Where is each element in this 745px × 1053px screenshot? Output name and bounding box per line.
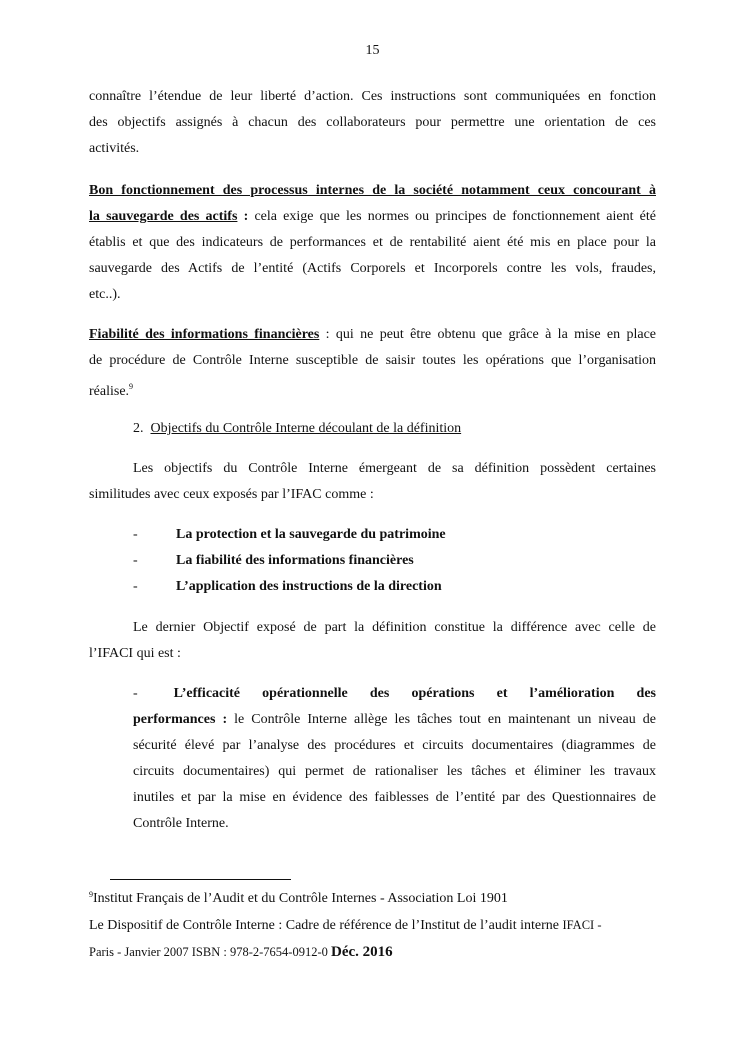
text-line: similitudes avec ceux exposés par l’IFAC comme :	[89, 487, 374, 502]
footnote-separator	[110, 879, 291, 880]
text-line: des objectifs assignés à chacun des collaborateurs pour permettre une orientation de ces	[89, 115, 656, 130]
text-line: l’IFACI qui est :	[89, 646, 181, 661]
text-line	[133, 681, 656, 707]
list-item	[133, 574, 446, 600]
paragraph-assets-safeguard	[89, 178, 656, 308]
paragraph-financial-reliability	[89, 322, 656, 405]
footnote-line	[89, 939, 669, 966]
text-fragment: le Contrôle Interne allège les tâches tout en maintenant un niveau de	[227, 712, 657, 727]
text-line: Le dernier Objectif exposé de part la définition constitue la différence avec celle de	[133, 620, 656, 635]
list-item	[133, 522, 446, 548]
footnote-line	[89, 882, 669, 912]
bold-heading: L’efficacité opérationnelle des opérations et l’amélioration des	[173, 686, 656, 701]
text-line	[89, 204, 656, 230]
text-fragment: cela exige que les normes ou principes de fonctionnement aient été	[248, 209, 656, 224]
text-line: de procédure de Contrôle Interne susceptible de saisir toutes les opérations que l’organisation	[89, 353, 656, 368]
text-line: connaître l’étendue de leur liberté d’action. Ces instructions sont communiquées en fonction	[89, 89, 656, 104]
text-line: circuits documentaires) qui permet de rationaliser les tâches et éliminer les travaux	[133, 764, 656, 779]
text-line: etc..).	[89, 287, 121, 302]
list-dash: -	[133, 579, 138, 594]
text-line	[133, 707, 656, 733]
list-item	[133, 548, 446, 574]
objectives-list	[133, 522, 446, 600]
text-fragment: réalise.	[89, 384, 130, 399]
text-line	[89, 374, 656, 405]
list-dash: -	[133, 686, 138, 701]
footnote-text: Institut Français de l’Audit et du Contrôle Internes - Association Loi 1901	[93, 891, 508, 906]
bold-underlined-heading: Bon fonctionnement des processus internes de la société notamment ceux concourant à	[89, 183, 656, 198]
paragraph-objectives-intro	[89, 456, 656, 508]
bold-heading: performances :	[133, 712, 228, 727]
footnote-reference: 9	[129, 382, 134, 391]
footnote-text: Le Dispositif de Contrôle Interne : Cadre de référence de l’Institut de l’audit interne	[89, 918, 563, 933]
paragraph-continuation	[89, 84, 656, 162]
footnote-date: Déc. 2016	[331, 944, 393, 960]
text-fragment: : qui ne peut être obtenu que grâce à la mise en place	[319, 327, 656, 342]
bold-underlined-heading: Fiabilité des informations financières	[89, 327, 320, 342]
text-line: sauvegarde des Actifs de l’entité (Actifs Corporels et Incorporels contre les vols, fraudes,	[89, 261, 656, 276]
section-number: 2.	[133, 421, 144, 436]
list-dash: -	[133, 553, 138, 568]
list-item-text: La fiabilité des informations financières	[176, 553, 414, 568]
colon: :	[237, 209, 249, 224]
section-title: Objectifs du Contrôle Interne découlant de la définition	[150, 421, 462, 436]
section-heading	[133, 416, 461, 442]
footnote-text-small: Paris - Janvier 2007 ISBN : 978-2-7654-0912-0	[89, 945, 331, 959]
paragraph-ifaci-difference	[89, 615, 656, 667]
bold-underlined-heading: la sauvegarde des actifs	[89, 209, 238, 224]
page-number: 15	[365, 43, 380, 58]
footnote-marker: 9	[89, 890, 93, 899]
footnote-line	[89, 912, 669, 939]
text-line: activités.	[89, 141, 140, 156]
list-dash: -	[133, 527, 138, 542]
text-line: Les objectifs du Contrôle Interne émergeant de sa définition possèdent certaines	[133, 461, 656, 476]
efficiency-item	[133, 681, 656, 837]
text-line: Contrôle Interne.	[133, 816, 229, 831]
text-line: sécurité élevé par l’analyse des procédures et circuits documentaires (diagrammes de	[133, 738, 656, 753]
footnote	[89, 882, 669, 966]
text-line: établis et que des indicateurs de performances et de rentabilité aient été mis en place pour la	[89, 235, 656, 250]
text-line	[89, 322, 656, 348]
list-item-text: La protection et la sauvegarde du patrimoine	[176, 527, 446, 542]
list-item-text: L’application des instructions de la direction	[176, 579, 442, 594]
text-line: inutiles et par la mise en évidence des faiblesses de l’entité par des Questionnaires de	[133, 790, 656, 805]
footnote-text-small: IFACI -	[562, 918, 602, 932]
